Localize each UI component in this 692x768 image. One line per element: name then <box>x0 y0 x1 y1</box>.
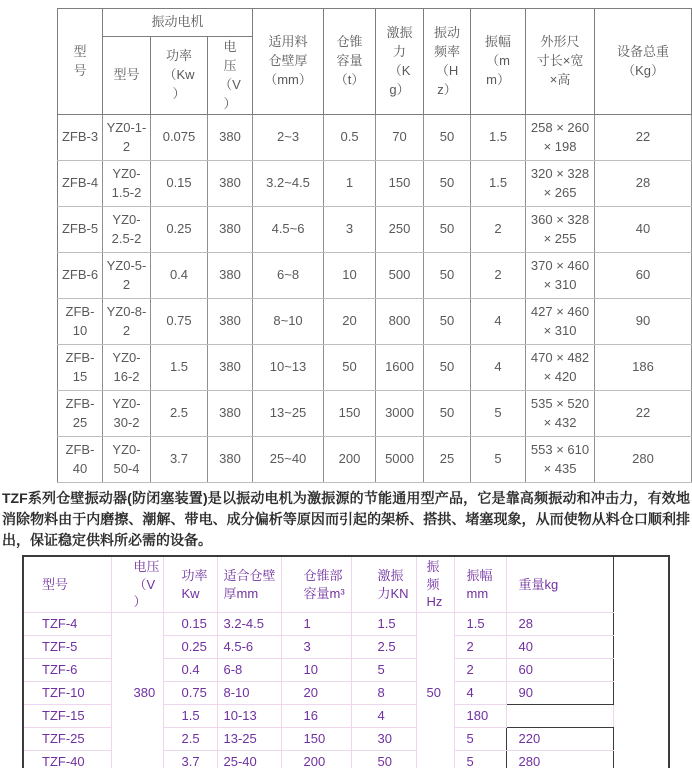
zfb-spec-table <box>57 8 692 483</box>
cell: 4 <box>454 682 506 705</box>
cell: 4 <box>471 299 526 345</box>
zfb-table-body <box>58 115 692 483</box>
cell: TZF-4 <box>23 613 111 636</box>
header-wall-thickness: 适用料仓壁厚（mm） <box>253 9 324 115</box>
cell: ZFB-5 <box>58 207 103 253</box>
cell: 320 × 328 × 265 <box>526 161 595 207</box>
cell: 380 <box>208 345 253 391</box>
table-row <box>58 299 692 345</box>
cell: 0.75 <box>151 299 208 345</box>
cell: 8 <box>351 682 416 705</box>
zfb-table-header <box>58 9 692 115</box>
cell: 5000 <box>376 437 424 483</box>
header-total-weight: 设备总重（Kg） <box>595 9 692 115</box>
cell: 90 <box>595 299 692 345</box>
cell: 10~13 <box>253 345 324 391</box>
cell: 50 <box>424 207 471 253</box>
cell: 8~10 <box>253 299 324 345</box>
cell: 0.075 <box>151 115 208 161</box>
cell: 380 <box>208 161 253 207</box>
cell: 10 <box>324 253 376 299</box>
cell: 5 <box>471 437 526 483</box>
cell: 20 <box>324 299 376 345</box>
cell: 280 <box>595 437 692 483</box>
cell: TZF-25 <box>23 728 111 751</box>
cell: 30 <box>351 728 416 751</box>
cell: 3.7 <box>151 437 208 483</box>
table-row <box>58 437 692 483</box>
cell: 180 <box>454 705 506 728</box>
table-row <box>23 613 669 636</box>
cell: 250 <box>376 207 424 253</box>
cell: 500 <box>376 253 424 299</box>
cell: 0.75 <box>163 682 217 705</box>
cell: 200 <box>281 751 351 768</box>
cell: 3 <box>324 207 376 253</box>
cell: 0.4 <box>163 659 217 682</box>
table-row <box>58 391 692 437</box>
cell: 22 <box>595 391 692 437</box>
cell <box>506 705 613 728</box>
cell: 50 <box>424 345 471 391</box>
header-voltage: 电压（V） <box>208 37 253 115</box>
cell: 22 <box>595 115 692 161</box>
cell: 4.5~6 <box>253 207 324 253</box>
cell: 280 <box>506 751 613 768</box>
cell: 470 × 482 × 420 <box>526 345 595 391</box>
cell: 1.5 <box>454 613 506 636</box>
cell: 1600 <box>376 345 424 391</box>
cell: YZ0-8-2 <box>103 299 151 345</box>
cell: 2 <box>471 207 526 253</box>
cell: 25-40 <box>217 751 281 768</box>
cell: 0.25 <box>151 207 208 253</box>
header-wall-thickness: 适合仓壁厚mm <box>217 556 281 612</box>
cell: YZ0-1-2 <box>103 115 151 161</box>
cell: 50 <box>351 751 416 768</box>
cell: 380 <box>208 391 253 437</box>
cell: 150 <box>281 728 351 751</box>
cell: 380 <box>208 299 253 345</box>
cell: 5 <box>454 751 506 768</box>
voltage-merged-cell: 380 <box>111 613 163 768</box>
cell: 10-13 <box>217 705 281 728</box>
cell: 2.5 <box>163 728 217 751</box>
header-row <box>23 556 669 612</box>
cell: 3 <box>281 636 351 659</box>
cell: YZ0-16-2 <box>103 345 151 391</box>
cell: 2~3 <box>253 115 324 161</box>
cell: 13~25 <box>253 391 324 437</box>
cell: 28 <box>595 161 692 207</box>
cell: 2 <box>471 253 526 299</box>
table-row <box>58 115 692 161</box>
cell: 50 <box>324 345 376 391</box>
cell: 186 <box>595 345 692 391</box>
cell: 258 × 260 × 198 <box>526 115 595 161</box>
cell: 60 <box>595 253 692 299</box>
header-cone-capacity: 仓锥部容量m³ <box>281 556 351 612</box>
cell: YZ0-50-4 <box>103 437 151 483</box>
cell: 800 <box>376 299 424 345</box>
cell: TZF-15 <box>23 705 111 728</box>
header-dimensions: 外形尺寸长×宽×高 <box>526 9 595 115</box>
cell: 25~40 <box>253 437 324 483</box>
empty-column <box>613 556 669 612</box>
cell: 5 <box>471 391 526 437</box>
header-voltage: 电压（V） <box>111 556 163 612</box>
cell: 20 <box>281 682 351 705</box>
cell: 360 × 328 × 255 <box>526 207 595 253</box>
header-amplitude: 振幅（mm） <box>471 9 526 115</box>
cell: 10 <box>281 659 351 682</box>
cell: 8-10 <box>217 682 281 705</box>
tzf-table-header <box>23 556 669 612</box>
cell: 1 <box>281 613 351 636</box>
header-weight: 重量kg <box>506 556 613 612</box>
cell: 380 <box>208 253 253 299</box>
cell: TZF-6 <box>23 659 111 682</box>
cell: YZ0-2.5-2 <box>103 207 151 253</box>
cell: 1.5 <box>471 161 526 207</box>
cell: 3.7 <box>163 751 217 768</box>
cell: 2 <box>454 659 506 682</box>
cell: 70 <box>376 115 424 161</box>
cell: 220 <box>506 728 613 751</box>
cell: 50 <box>424 299 471 345</box>
header-power: 功率（Kw） <box>151 37 208 115</box>
header-motor-group: 振动电机 <box>103 9 253 37</box>
cell: ZFB-4 <box>58 161 103 207</box>
cell: 535 × 520 × 432 <box>526 391 595 437</box>
cell: 2 <box>454 636 506 659</box>
cell: 4 <box>351 705 416 728</box>
header-frequency: 振动频率（Hz） <box>424 9 471 115</box>
cell: ZFB-3 <box>58 115 103 161</box>
tzf-spec-table <box>22 555 670 768</box>
cell: 50 <box>424 253 471 299</box>
cell: 50 <box>424 161 471 207</box>
product-description: TZF系列仓壁振动器(防闭塞装置)是以振动电机为激振源的节能通用型产品，它是靠高频振动和冲击力，有效地消除物料由于内磨擦、潮解、带电、成分偏析等原因而引起的架桥、搭拱、堵塞现象，从而使物从料仓口顺利排出，保证稳定供料所必需的设备。 <box>2 490 690 549</box>
cell: 4 <box>471 345 526 391</box>
cell: YZ0-1.5-2 <box>103 161 151 207</box>
header-row-1 <box>58 9 692 37</box>
cell: 5 <box>454 728 506 751</box>
cell: 13-25 <box>217 728 281 751</box>
cell: 40 <box>506 636 613 659</box>
cell: 1.5 <box>163 705 217 728</box>
cell: 1.5 <box>351 613 416 636</box>
cell: 0.5 <box>324 115 376 161</box>
cell: 380 <box>208 207 253 253</box>
cell: 3000 <box>376 391 424 437</box>
table-row <box>58 207 692 253</box>
cell: ZFB-6 <box>58 253 103 299</box>
cell: 150 <box>324 391 376 437</box>
cell: 6~8 <box>253 253 324 299</box>
cell: TZF-10 <box>23 682 111 705</box>
cell: 50 <box>424 391 471 437</box>
cell: 370 × 460 × 310 <box>526 253 595 299</box>
cell: 380 <box>208 115 253 161</box>
tzf-table-body <box>23 613 669 768</box>
cell: 1.5 <box>471 115 526 161</box>
header-motor-model: 型号 <box>103 37 151 115</box>
header-amplitude: 振幅mm <box>454 556 506 612</box>
cell: TZF-5 <box>23 636 111 659</box>
header-model: 型号 <box>23 556 111 612</box>
table-row <box>58 253 692 299</box>
cell: 1.5 <box>151 345 208 391</box>
cell: YZ0-30-2 <box>103 391 151 437</box>
cell: 0.4 <box>151 253 208 299</box>
frequency-merged-cell: 50 <box>416 613 454 768</box>
cell: 5 <box>351 659 416 682</box>
header-frequency: 振频Hz <box>416 556 454 612</box>
cell: 4.5-6 <box>217 636 281 659</box>
table-row <box>58 161 692 207</box>
table-row <box>58 345 692 391</box>
cell: 3.2~4.5 <box>253 161 324 207</box>
cell: 25 <box>424 437 471 483</box>
header-cone-capacity: 仓锥容量（t） <box>324 9 376 115</box>
cell: 1 <box>324 161 376 207</box>
cell: 3.2-4.5 <box>217 613 281 636</box>
header-excitation-force: 激振力（Kg） <box>376 9 424 115</box>
cell: ZFB-40 <box>58 437 103 483</box>
cell: 0.25 <box>163 636 217 659</box>
cell: ZFB-25 <box>58 391 103 437</box>
cell: 427 × 460 × 310 <box>526 299 595 345</box>
cell: 60 <box>506 659 613 682</box>
cell: 90 <box>506 682 613 705</box>
cell: 0.15 <box>163 613 217 636</box>
cell: 200 <box>324 437 376 483</box>
header-excitation-force: 激振力KN <box>351 556 416 612</box>
cell: 6-8 <box>217 659 281 682</box>
header-power: 功率Kw <box>163 556 217 612</box>
cell: 16 <box>281 705 351 728</box>
cell: 0.15 <box>151 161 208 207</box>
cell: 380 <box>208 437 253 483</box>
cell: YZ0-5-2 <box>103 253 151 299</box>
cell: 50 <box>424 115 471 161</box>
cell: 2.5 <box>151 391 208 437</box>
cell: 553 × 610 × 435 <box>526 437 595 483</box>
cell: 40 <box>595 207 692 253</box>
cell: TZF-40 <box>23 751 111 768</box>
cell: 150 <box>376 161 424 207</box>
cell: 2.5 <box>351 636 416 659</box>
cell: ZFB-10 <box>58 299 103 345</box>
cell: 28 <box>506 613 613 636</box>
header-model: 型号 <box>58 9 103 115</box>
cell: ZFB-15 <box>58 345 103 391</box>
